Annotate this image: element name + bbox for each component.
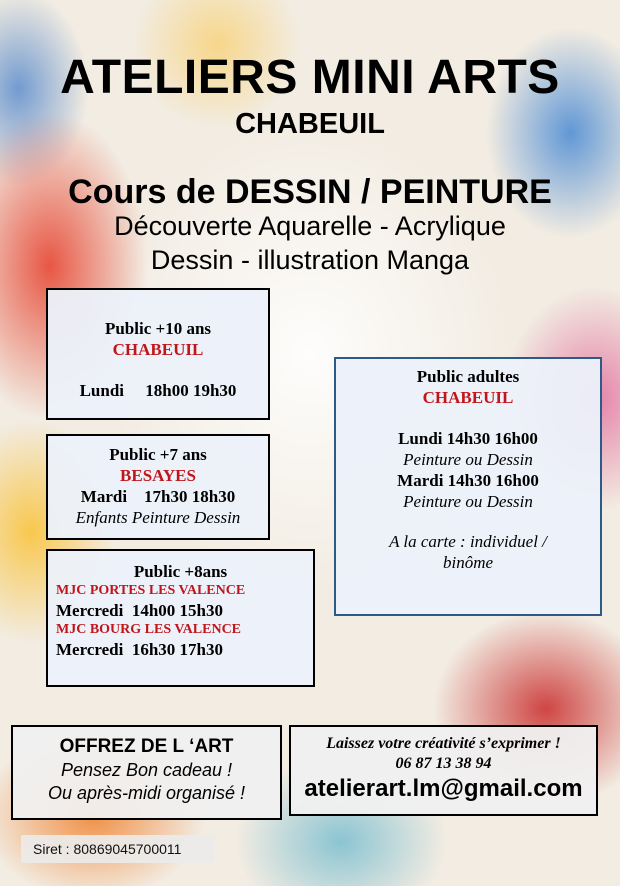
audience-label: Public adultes	[416, 367, 520, 386]
place-label: BESAYES	[120, 466, 196, 485]
note-label-1: Peinture ou Dessin	[403, 450, 533, 469]
schedule-label-1: Lundi 14h30 16h00	[398, 429, 538, 448]
audience-label: Public +10 ans	[104, 319, 212, 338]
gift-line-1: Pensez Bon cadeau !	[60, 760, 233, 780]
schedule-label: Mardi 17h30 18h30	[80, 487, 236, 506]
contact-box	[289, 725, 598, 816]
course-line-1: Découverte Aquarelle - Acrylique	[114, 211, 506, 241]
place-label: CHABEUIL	[112, 340, 204, 359]
contact-slogan: Laissez votre créativité s’exprimer !	[326, 735, 561, 752]
extra-label-2: binôme	[442, 553, 494, 572]
place-label-1: MJC PORTES LES VALENCE	[56, 583, 246, 598]
note-label-2: Peinture ou Dessin	[403, 492, 533, 511]
audience-label: Public +7 ans	[109, 445, 207, 464]
schedule-box-public-8	[46, 549, 315, 687]
schedule-box-adults	[334, 357, 602, 616]
contact-phone[interactable]: 06 87 13 38 94	[395, 755, 492, 772]
place-label-2: MJC BOURG LES VALENCE	[56, 622, 242, 637]
course-line-2: Dessin - illustration Manga	[150, 245, 470, 275]
schedule-label-2: Mercredi 16h30 17h30	[56, 640, 223, 659]
schedule-box-public-10	[46, 288, 270, 420]
schedule-label: Lundi 18h00 19h30	[79, 381, 237, 400]
page-subtitle: CHABEUIL	[235, 108, 385, 140]
page-title: ATELIERS MINI ARTS	[60, 51, 560, 104]
gift-box	[11, 725, 282, 820]
place-label: CHABEUIL	[422, 388, 514, 407]
gift-heading: OFFREZ DE L ‘ART	[59, 736, 234, 757]
schedule-label-1: Mercredi 14h00 15h30	[56, 601, 223, 620]
siret-label: Siret : 80869045700011	[21, 835, 215, 863]
gift-line-2: Ou après-midi organisé !	[47, 783, 246, 803]
schedule-box-public-7	[46, 434, 270, 540]
audience-label: Public +8ans	[133, 562, 228, 581]
note-label: Enfants Peinture Dessin	[75, 508, 241, 527]
extra-label-1: A la carte : individuel /	[389, 532, 547, 551]
course-title: Cours de DESSIN / PEINTURE	[68, 173, 552, 211]
schedule-label-2: Mardi 14h30 16h00	[397, 471, 539, 490]
contact-email[interactable]: atelierart.lm@gmail.com	[304, 775, 583, 802]
